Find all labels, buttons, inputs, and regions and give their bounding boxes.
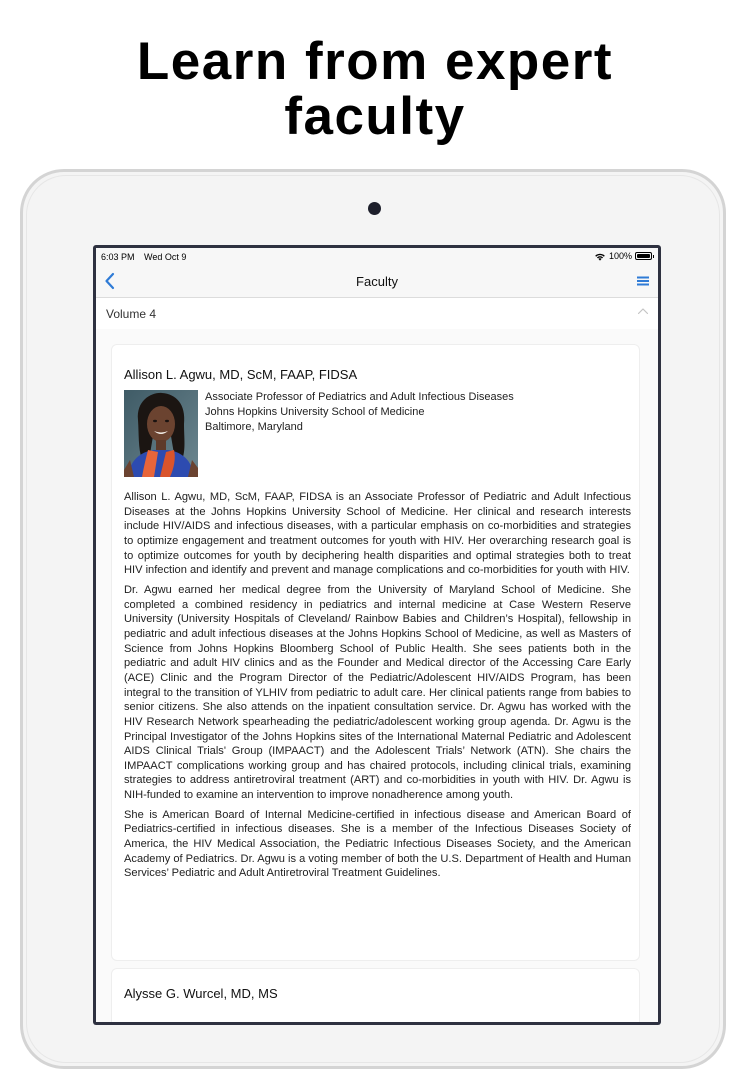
faculty-list [96, 329, 658, 1022]
faculty-institution: Johns Hopkins University School of Medicine [205, 406, 425, 418]
tablet-screen [93, 245, 661, 1025]
faculty-photo [124, 390, 198, 477]
faculty-bio [124, 490, 631, 886]
status-indicators [594, 251, 652, 261]
headline-line-1: Learn from expert [136, 32, 614, 91]
navigation-bar [96, 265, 658, 298]
bio-paragraph: Allison L. Agwu, MD, ScM, FAAP, FIDSA is an Associate Professor of Pediatric and Adult Infectious Diseases at the Johns Hopkins University School of Medicine. Her clinical and research interests include HIV/AIDS and infectious diseases, with a particular emphasis on co-morbidities and strategies to optimize engagement and treatment outcomes for youth with HIV. Her overarching research goal is to optimize outcomes for youth by deciphering health disparities and optimal strategies both to treat HIV infection and identify and prevent and manage complications and co-morbidities for youth with HIV. [124, 491, 631, 577]
headline-line-2: faculty [284, 87, 466, 146]
faculty-card [111, 968, 640, 1022]
faculty-location: Baltimore, Maryland [205, 421, 303, 433]
battery-level-fill [637, 254, 650, 258]
headline [0, 34, 750, 144]
faculty-affiliation [205, 390, 514, 435]
faculty-card [111, 344, 640, 961]
bio-paragraph: She is American Board of Internal Medicine-certified in infectious disease and American Board of Pediatrics-certified in infectious diseases. She is a member of the Infectious Diseases Society of America, the HIV Medical Association, the Pediatric Infectious Diseases Society, and the American Academy of Pediatrics. Dr. Agwu is a voting member of both the U.S. Department of Health and Human Services’ Pediatric and Adult Antiretroviral Treatment Guidelines. [124, 808, 631, 880]
page-title: Faculty [356, 274, 398, 289]
battery-tip [653, 255, 655, 258]
section-header-volume[interactable] [96, 298, 658, 329]
faculty-name: Allison L. Agwu, MD, ScM, FAAP, FIDSA [124, 367, 358, 382]
battery-percent: 100% [608, 251, 632, 261]
wifi-icon [594, 252, 606, 261]
status-time: 6:03 PM [101, 252, 135, 262]
section-label: Volume 4 [106, 307, 157, 321]
faculty-name: Alysse G. Wurcel, MD, MS [124, 986, 278, 1001]
hamburger-menu-icon[interactable] [637, 276, 649, 286]
status-bar [96, 248, 658, 265]
faculty-title: Associate Professor of Pediatrics and Adult Infectious Diseases [205, 391, 514, 403]
portrait-image [124, 390, 198, 477]
app-screen [96, 248, 658, 1022]
battery-icon [635, 252, 652, 260]
status-date: Wed Oct 9 [144, 252, 187, 262]
chevron-up-icon[interactable] [637, 307, 649, 315]
camera-icon [368, 202, 381, 215]
bio-paragraph: Dr. Agwu earned her medical degree from the University of Maryland School of Medicine. She completed a combined residency in pediatrics and internal medicine at Case Western Reserve University (University Hospitals of Cleveland/ Rainbow Babies and Children’s Hospital), fellowship in pediatric and adult infectious diseases at the Johns Hopkins School of Medicine, as well as Masters of Science from Johns Hopkins Bloomberg School of Public Health. She sees patients both in the pediatric and adult HIV clinics and as the Founder and Medical director of the Accessing Care Early (ACE) Clinic and the Program Director of the Pediatric/Adolescent HIV/AIDS Program, has been integral to the transition of YLHIV from pediatric to adult care. Her clinical patients range from babies to senior citizens. She also attends on the inpatient consultation service. Dr. Agwu has worked with the HIV Research Network spearheading the pediatric/adolescent working group agenda. Dr. Agwu is the Principal Investigator of the Johns Hopkins sites of the International Maternal Pediatric and Adolescent AIDS Clinical Trials' Group (IMPAACT) and the Adolescent Trials’ Network (ATN). She chairs the IMPAACT complications working group and has chaired protocols, including clinical trials, examining strategies to address antiretroviral treatment (ART) and co-morbidities in youth with HIV. Dr. Agwu is NIH-funded to examine an intervention to improve nonadherence among youth. [124, 583, 631, 802]
